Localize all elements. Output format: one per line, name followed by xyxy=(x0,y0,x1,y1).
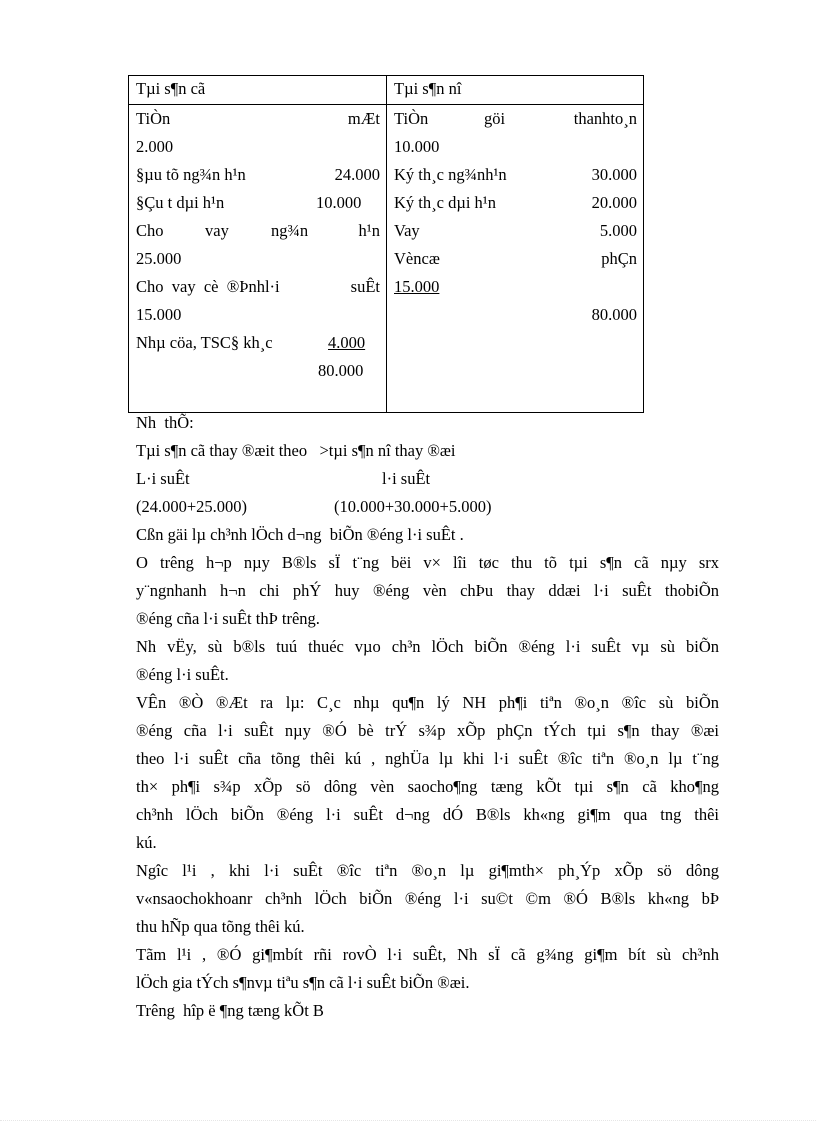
asset-value: 4.000 xyxy=(328,333,366,352)
liability-value: 10.000 xyxy=(394,137,440,156)
paragraph-line: th× ph¶i s¾p xÕp sö dông vèn saocho¶ng tæng kÕt tµi s¶n cã kho¶ng xyxy=(136,777,719,796)
asset-label: Nhµ cöa, TSC§ kh¸c xyxy=(136,333,273,352)
paragraph-line: ®éng cña l·i suÊt thÞ trêng. xyxy=(136,609,320,628)
asset-label-word: suÊt xyxy=(350,277,380,296)
paragraph-line: v«nsaochokhoanr ch³nh lÖch biÕn ®éng l·i su©t ©m ®Ó B®ls kh«ng bÞ xyxy=(136,889,719,908)
liability-total: 80.000 xyxy=(591,305,637,324)
paragraph-line: kú. xyxy=(136,833,157,852)
liabilities-column xyxy=(387,105,644,413)
asset-row xyxy=(129,301,386,329)
liability-label: Vay xyxy=(394,221,420,240)
asset-label: Cho xyxy=(136,221,164,240)
liability-row xyxy=(387,217,643,245)
liability-label-word: thanhto¸n xyxy=(573,109,637,128)
paragraph-line: Tãm l¹i , ®Ó gi¶mbít rñi rovÒ l·i suÊt, Nh sÏ cã g¾ng gi¶m bít sù ch³nh xyxy=(136,945,719,964)
asset-row xyxy=(129,329,386,357)
liability-row xyxy=(387,105,643,133)
liability-label-word: göi xyxy=(484,109,506,128)
asset-value: 2.000 xyxy=(136,137,174,156)
paragraph-line: Trêng hîp ë ¶ng tæng kÕt B xyxy=(136,1001,324,1020)
liability-row xyxy=(387,161,643,189)
liability-label: Ký th¸c ng¾nh¹n xyxy=(394,165,507,184)
paragraph-line: ch³nh lÖch biÕn ®éng l·i suÊt d¬ng dÓ B®ls kh«ng gi¶m qua tng thêi xyxy=(136,805,719,824)
text-fragment: L·i suÊt xyxy=(136,469,190,488)
balance-sheet-table xyxy=(128,75,644,413)
liabilities-header-cell xyxy=(387,76,644,105)
text-line xyxy=(136,493,719,521)
paragraph-line: ®éng l·i suÊt. xyxy=(136,665,229,684)
paragraph-line: y¨ngnhanh h¬n chi phÝ huy ®éng vèn chÞu thay ddæi l·i suÊt thobiÕn xyxy=(136,581,719,600)
asset-label: §Çu t dµi h¹n xyxy=(136,193,225,212)
asset-total: 80.000 xyxy=(318,361,364,380)
asset-label-word: ng¾n xyxy=(271,221,309,240)
paragraph-line: lÖch gia tÝch s¶nvµ tiªu s¶n cã l·i suÊt biÕn ®æi. xyxy=(136,973,470,992)
asset-label: TiÒn xyxy=(136,109,171,128)
liability-row xyxy=(387,133,643,161)
paragraph-line: O trêng h¬p nµy B®ls sÏ t¨ng bëi v× lîi tøc thu tõ tµi s¶n cã nµy srx xyxy=(136,553,719,572)
asset-total-row xyxy=(129,357,386,385)
liability-label-word: phÇn xyxy=(601,249,637,268)
text-line: Nh thÕ: xyxy=(136,413,194,432)
asset-label: Cho vay cè ®Þnhl·i xyxy=(136,277,280,296)
paragraph-line: Nh vËy, sù b®ls tuú thuéc vµo ch³n lÖch biÕn ®éng l·i suÊt vµ sù biÕn xyxy=(136,637,719,656)
text-fragment: (10.000+30.000+5.000) xyxy=(334,497,492,516)
asset-value: 15.000 xyxy=(136,305,182,324)
assets-header-cell xyxy=(129,76,387,105)
asset-row xyxy=(129,161,386,189)
liability-total-row xyxy=(387,301,643,329)
asset-value: 10.000 xyxy=(316,193,362,212)
asset-value: 25.000 xyxy=(136,249,182,268)
asset-label-cont: mÆt xyxy=(347,109,380,128)
assets-header: Tµi s¶n cã xyxy=(136,79,206,98)
asset-label: §µu tõ ng¾n h¹n xyxy=(136,165,246,184)
liability-value: 20.000 xyxy=(591,193,637,212)
liability-row xyxy=(387,245,643,273)
liability-label: Ký th¸c dµi h¹n xyxy=(394,193,496,212)
page-bottom-border xyxy=(0,1120,816,1121)
liability-value: 5.000 xyxy=(599,221,637,240)
asset-row xyxy=(129,133,386,161)
text-line: Tµi s¶n cã thay ®æit theo >tµi s¶n nî thay ®æi xyxy=(136,441,456,460)
liability-row xyxy=(387,189,643,217)
paragraph-line: theo l·i suÊt cña tõng thêi kú , nghÜa lµ khi l·i suÊt ®îc tiªn ®o¸n lµ t¨ng xyxy=(136,749,719,768)
liability-label: TiÒn xyxy=(394,109,429,128)
liability-row xyxy=(387,273,643,301)
liability-value: 15.000 xyxy=(394,277,440,296)
text-fragment: l·i suÊt xyxy=(382,469,431,488)
asset-label-word: vay xyxy=(205,221,229,240)
asset-row xyxy=(129,217,386,245)
asset-row xyxy=(129,245,386,273)
asset-row xyxy=(129,105,386,133)
paragraph-line: ®éng cña l·i suÊt nµy ®Ó bè trÝ s¾p xÕp phÇn tÝch tµi s¶n thay ®æi xyxy=(136,721,719,740)
text-fragment: (24.000+25.000) xyxy=(136,497,248,516)
text-line: Cßn gäi lµ ch³nh lÖch d¬ng biÕn ®éng l·i suÊt . xyxy=(136,525,464,544)
paragraph-line: thu hÑp qua tõng thêi kú. xyxy=(136,917,305,936)
assets-column xyxy=(129,105,387,413)
liability-label: Vèncæ xyxy=(394,249,440,268)
text-line xyxy=(136,465,719,493)
paragraph-line: VÊn ®Ò ®Æt ra lµ: C¸c nhµ qu¶n lý NH ph¶i tiªn ®o¸n ®îc sù biÕn xyxy=(136,693,719,712)
liabilities-header: Tµi s¶n nî xyxy=(394,79,462,98)
asset-value: 24.000 xyxy=(334,165,380,184)
asset-row xyxy=(129,189,386,217)
asset-label-word: h¹n xyxy=(358,221,380,240)
asset-row xyxy=(129,273,386,301)
liability-value: 30.000 xyxy=(591,165,637,184)
paragraph-line: Ngîc l¹i , khi l·i suÊt ®îc tiªn ®o¸n lµ gi¶mth× ph¸Ýp xÕp sö dông xyxy=(136,861,719,880)
